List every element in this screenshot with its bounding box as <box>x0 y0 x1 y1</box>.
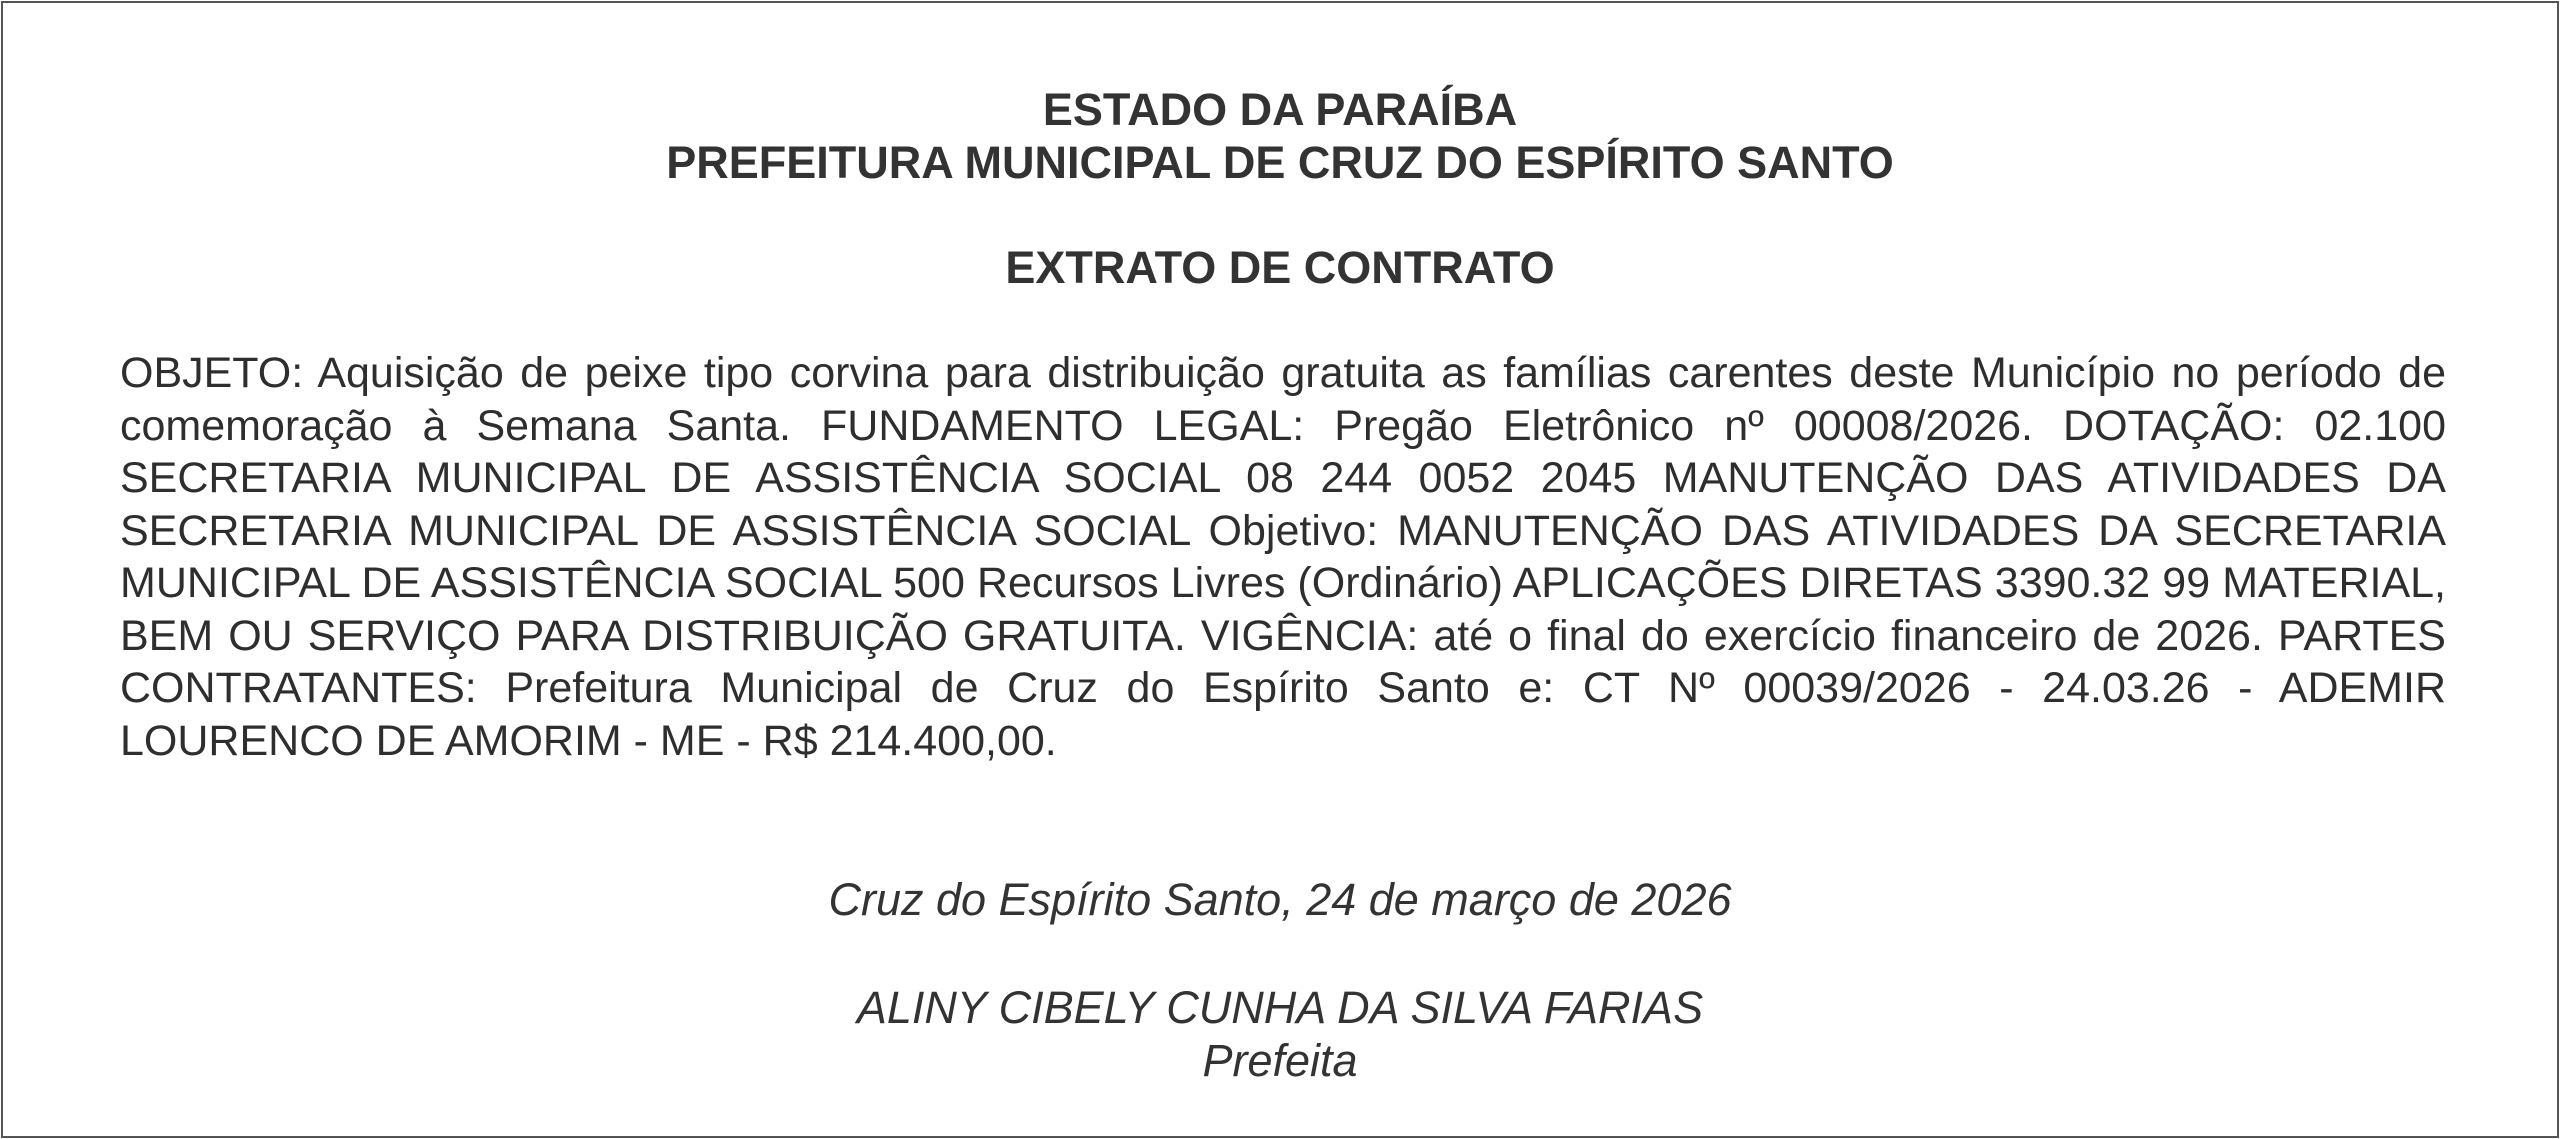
document-frame <box>1 1 2559 1138</box>
municipality-name: PREFEITURA MUNICIPAL DE CRUZ DO ESPÍRITO SANTO <box>666 137 1894 188</box>
place-and-date: Cruz do Espírito Santo, 24 de março de 2026 <box>828 874 1732 925</box>
signer-role: Prefeita <box>1202 1035 1358 1086</box>
document-title: EXTRATO DE CONTRATO <box>1005 242 1555 293</box>
state-name: ESTADO DA PARAÍBA <box>1042 84 1518 135</box>
signature-block <box>3 981 2557 1087</box>
signer-name: ALINY CIBELY CUNHA DA SILVA FARIAS <box>856 982 1704 1033</box>
contract-body-text: OBJETO: Aquisição de peixe tipo corvina para distribuição gratuita as famílias carentes deste Município no período de comemoração à Semana Santa. FUNDAMENTO LEGAL: Pregão Eletrônico nº 00008/2026. DOTAÇÃO: 02.100 SECRETARIA MUNICIPAL DE ASSISTÊNCIA SOCIAL 08 244 0052 2045 MANUTENÇÃO DAS ATIVIDADES DA SECRETARIA MUNICIPAL DE ASSISTÊNCIA SOCIAL Objetivo: MANUTENÇÃO DAS ATIVIDADES DA SECRETARIA MUNICIPAL DE ASSISTÊNCIA SOCIAL 500 Recursos Livres (Ordinário) APLICAÇÕES DIRETAS 3390.32 99 MATERIAL, BEM OU SERVIÇO PARA DISTRIBUIÇÃO GRATUITA. VIGÊNCIA: até o final do exercício financeiro de 2026. PARTES CONTRATANTES: Prefeitura Municipal de Cruz do Espírito Santo e: CT Nº 00039/2026 - 24.03.26 - ADEMIR LOURENCO DE AMORIM - ME - R$ 214.400,00. <box>120 349 2446 765</box>
document-header <box>3 83 2557 189</box>
